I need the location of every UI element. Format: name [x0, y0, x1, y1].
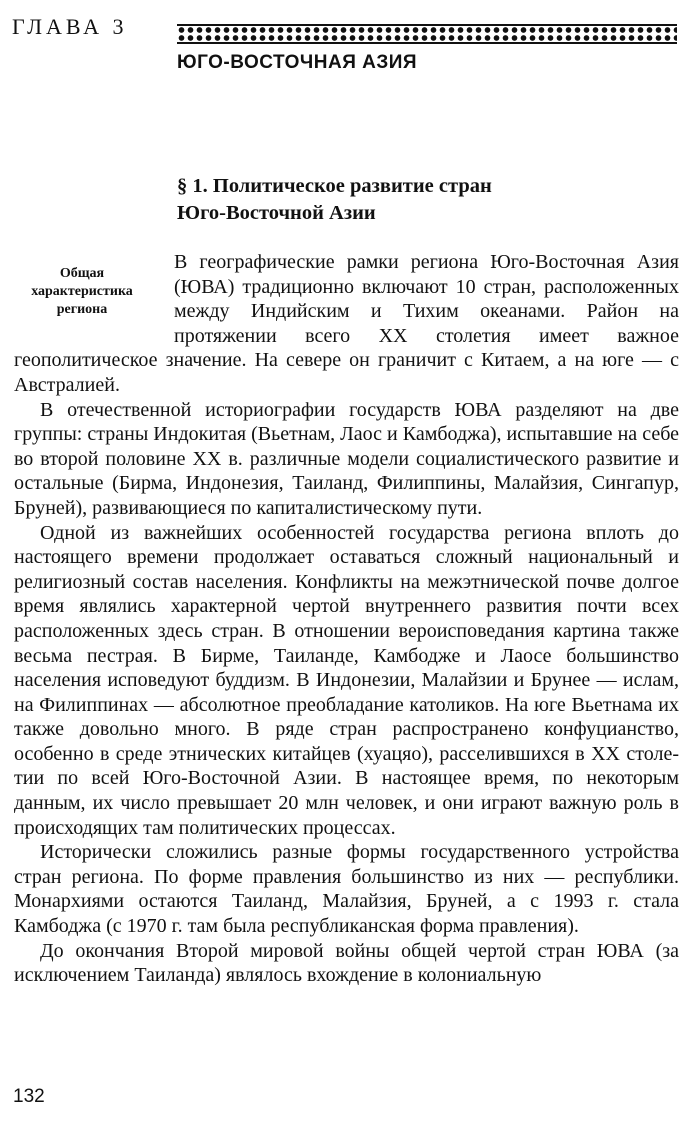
section-heading-line-2: Юго-Восточной Азии: [177, 202, 376, 224]
paragraph-2: В отечественной историографии государств ЮВА разделяют на две группы: страны Индокитая (Вьетнам, Лаос и Камбоджа), испытавшие на себе во второй половине XX в. различные модели социалистического развитие и остальные (Бирма, Индонезия, Таиланд, Филиппины, Малайзия, Сингапур, Бруней), развивающиеся по капиталистическому пути.: [14, 398, 679, 519]
section-heading-line-1: § 1. Политическое развитие стран: [177, 175, 492, 197]
chapter-title: ЮГО-ВОСТОЧНАЯ АЗИЯ: [177, 52, 418, 73]
decorative-ornament-band: [177, 24, 677, 44]
paragraph-5: До окончания Второй мировой войны общей чертой стран ЮВА (за исключением Таиланда) являлось вхождение в колониальную: [14, 939, 679, 987]
chapter-label: ГЛАВА 3: [12, 14, 128, 39]
page-number: 132: [13, 1086, 45, 1107]
paragraph-4: Исторически сложились разные формы государственного устройства стран региона. По форме правления большинство из них — республики. Монархиями остаются Таиланд, Малайзия, Бруней, а с 1993 г. стала Камбоджа (с 1970 г. там была республиканская форма правления).: [14, 841, 679, 938]
section-heading: [177, 173, 492, 227]
margin-note-line-1: Общая: [59, 266, 105, 281]
paragraph-1: В географические рамки региона Юго-Восточная Азия (ЮВА) традиционно включают 10 стран, расположенных между Индийским и Тихим океанами. Район на протяжении всего XX столетия имеет важное геополитическое значение. На севере он граничит с Китаем, а на юге — с Австралией.: [14, 251, 679, 396]
body-text: [14, 250, 679, 988]
paragraph-3: Одной из важнейших особенностей государства региона вплоть до настоящего времени продолжает оставаться сложный национальный и религиозный состав населения. Конфликты на межэтнической почве долгое время являлись характерной чертой внутреннего развития почти всех расположенных здесь стран. В отношении вероисповедания картина также весьма пестрая. В Бирме, Таиланде, Камбодже и Лаосе большинство населения исповедуют буддизм. В Индонезии, Малайзии и Брунее — ислам, на Филиппинах — абсолютное преобладание католиков. На юге Вьетнама их также довольно много. В ряде стран распространено конфуцианство, особенно в среде этнических китайцев (хуацяо), расселившихся в XX столетии по всей Юго-Восточной Азии. В настоящее время, по некоторым данным, их число превышает 20 млн человек, и они играют важную роль в происходящих там политических процессах.: [14, 521, 679, 839]
margin-note-line-3: региона: [56, 302, 108, 317]
page-header: [12, 8, 677, 78]
margin-note-spacer: [14, 250, 174, 348]
margin-note-line-2: характеристика: [31, 284, 133, 299]
